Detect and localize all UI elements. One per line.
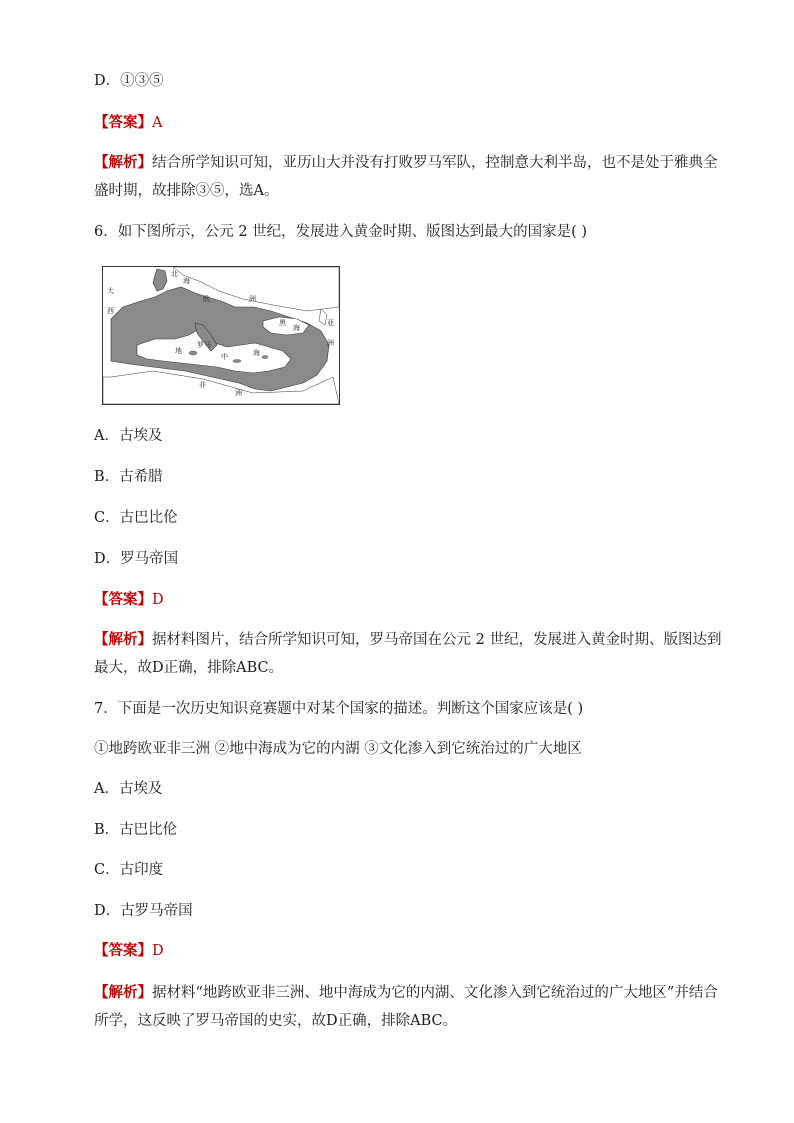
q7-option-b: B．古巴比伦 — [94, 822, 178, 838]
map-drawing — [103, 267, 339, 404]
label-europe-2: 洲 — [249, 295, 256, 303]
q7-answer — [94, 941, 164, 961]
q6-option-b: B．古希腊 — [94, 469, 163, 485]
answer-tag: 【答案】 — [94, 942, 152, 959]
label-africa-2: 洲 — [235, 389, 242, 397]
label-med-2: 中 — [221, 353, 228, 361]
label-atlantic-1: 大 — [107, 287, 114, 295]
label-atlantic-2: 西 — [107, 307, 114, 315]
answer-tag: 【答案】 — [94, 114, 152, 131]
q6-option-a: A．古埃及 — [94, 428, 163, 444]
q5-analysis-line-2: 盛时期，故排除③⑤，选A。 — [94, 183, 279, 199]
q6-option-d: D．罗马帝国 — [94, 551, 179, 567]
label-asia-1: 亚 — [327, 319, 334, 327]
q7-option-c: C．古印度 — [94, 862, 164, 878]
answer-value: D — [152, 592, 164, 608]
q5-option-d: D．①③⑤ — [94, 73, 164, 89]
label-black-sea-2: 海 — [293, 324, 300, 332]
label-africa-1: 非 — [199, 381, 206, 389]
q6-analysis-line-2: 最大，故D正确，排除ABC。 — [94, 660, 284, 676]
q7-analysis-line-2: 所学，这反映了罗马帝国的史实，故D正确，排除ABC。 — [94, 1013, 458, 1029]
answer-tag: 【答案】 — [94, 591, 152, 608]
q6-analysis-line-1 — [94, 630, 721, 650]
q6-answer — [94, 590, 164, 610]
q5-answer — [94, 113, 162, 133]
label-asia-2: 洲 — [327, 339, 334, 347]
q6-option-c: C．古巴比伦 — [94, 510, 178, 526]
label-med-3: 海 — [253, 349, 260, 357]
label-black-sea-1: 黑 — [279, 319, 286, 327]
label-europe-1: 欧 — [203, 295, 210, 303]
analysis-tag: 【解析】 — [94, 154, 152, 171]
analysis-text: 结合所学知识可知，亚历山大并没有打败罗马军队，控制意大利半岛，也不是处于雅典全 — [152, 155, 718, 171]
roman-empire-map — [102, 266, 340, 405]
q6-question: 6．如下图所示，公元 2 世纪，发展进入黄金时期、版图达到最大的国家是( ) — [94, 224, 588, 240]
answer-value: D — [152, 943, 164, 959]
label-north-sea-1: 北 — [171, 270, 178, 278]
q7-description: ①地跨欧亚非三洲 ②地中海成为它的内湖 ③文化渗入到它统治过的广大地区 — [94, 741, 582, 757]
label-north-sea-2: 海 — [183, 277, 190, 285]
q7-option-a: A．古埃及 — [94, 781, 163, 797]
analysis-tag: 【解析】 — [94, 631, 152, 648]
q7-option-d: D．古罗马帝国 — [94, 903, 193, 919]
label-rome: 罗马 — [197, 341, 211, 349]
analysis-text: 据材料图片，结合所学知识可知，罗马帝国在公元 2 世纪，发展进入黄金时期、版图达到 — [152, 632, 722, 648]
q7-question: 7．下面是一次历史知识竞赛题中对某个国家的描述。判断这个国家应该是( ) — [94, 701, 584, 717]
label-med-1: 地 — [175, 347, 182, 355]
q7-analysis-line-1 — [94, 983, 718, 1003]
analysis-text: 据材料“地跨欧亚非三洲、地中海成为它的内湖、文化渗入到它统治过的广大地区”并结合 — [152, 985, 718, 1001]
q5-analysis-line-1 — [94, 153, 718, 173]
answer-value: A — [152, 115, 163, 131]
analysis-tag: 【解析】 — [94, 984, 152, 1001]
